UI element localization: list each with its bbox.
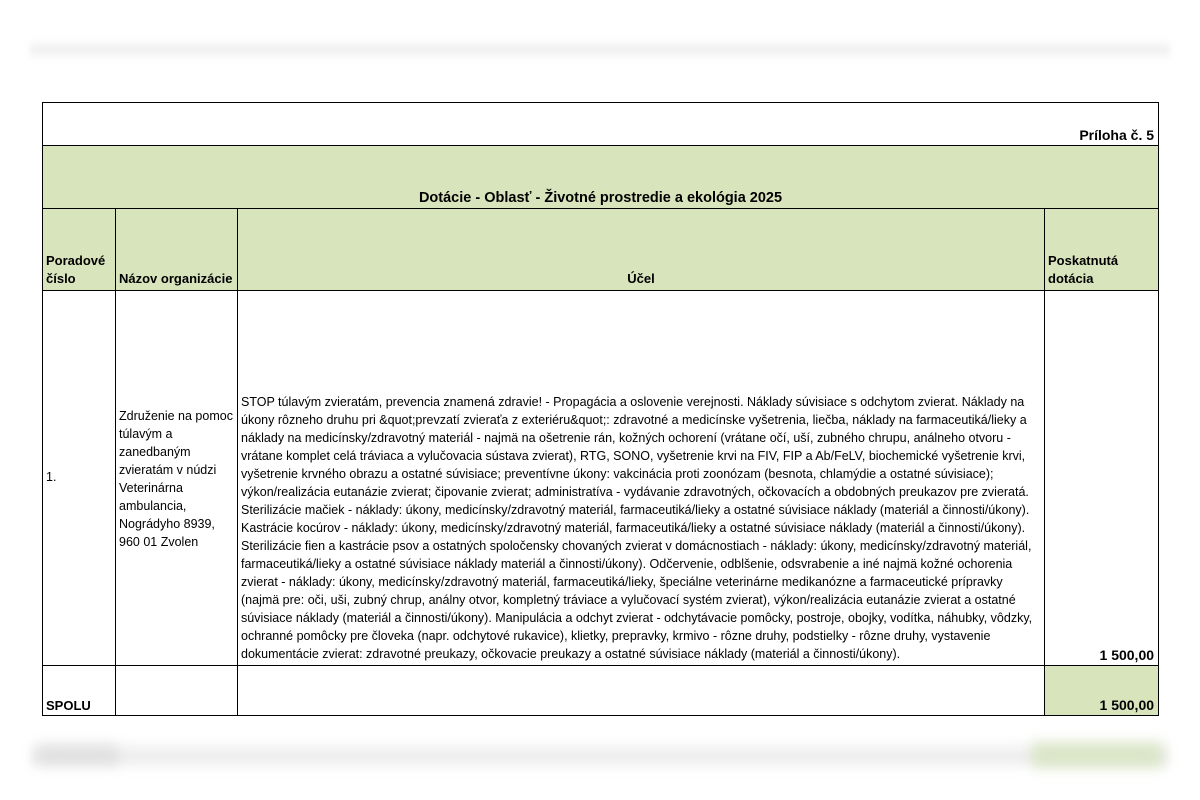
header-grant: Poskatnutá dotácia [1045,209,1159,291]
header-purpose: Účel [238,209,1045,291]
row-organization: Združenie na pomoc túlavým a zanedbaným zvieratám v núdzi Veterinárna ambulancia, Nográdyho 8939, 960 01 Zvolen [116,291,238,666]
total-empty-org [116,666,238,716]
blurred-bottom-strip [30,738,1170,772]
title-row [43,146,1159,209]
blurred-bottom-left [38,744,118,766]
row-order: 1. [43,291,116,666]
header-row [43,209,1159,291]
annex-row [43,103,1159,146]
total-label: SPOLU [43,666,116,716]
header-order: Poradové číslo [43,209,116,291]
total-row [43,666,1159,716]
row-purpose: STOP túlavým zvieratám, prevencia znamená zdravie! - Propagácia a oslovenie verejnosti. Náklady súvisiace s odchytom zvierat. Náklady na úkony rôzneho druhu pri &quot;prevzatí zvieraťa z exteriéru&quot;: zdravotné a medicínske vyšetrenia, liečba, náklady na farmaceutiká/lieky a náklady na medicínsky/zdravotný materiál - najmä na ošetrenie rán, kožných ochorení (vrátane očí, uší, zubného chrupu, análneho otvoru - vrátane komplet celá tráviaca a vylučovacia sústava zvierat), RTG, SONO, vyšetrenie krvi na FIV, FIP a Ab/FeLV, biochemické vyšetrenie krvi, vyšetrenie krvného obrazu a ostatné súvisiace; preventívne úkony: vakcinácia proti zoonózam (besnota, chlamýdie a ostatné súvisiace); výkon/realizácia eutanázie zvierat; čipovanie zvierat; administratíva - vydávanie zdravotných, očkovacích a obdobných preukazov pre zvieratá. Sterilizácie mačiek - náklady: úkony, medicínsky/zdravotný materiál, farmaceutiká/lieky a ostatné súvisiace náklady (materiál a činnosti/úkony). Kastrácie kocúrov - náklady: úkony, medicínsky/zdravotný materiál, farmaceutiká/lieky a ostatné súvisiace náklady (materiál a činnosti/úkony). Sterilizácie fien a kastrácie psov a ostatných spoločensky chovaných zvierat v domácnostiach - náklady: úkony, medicínsky/zdravotný materiál, farmaceutiká/lieky a ostatné súvisiace náklady materiál a činnosti/úkony). Odčervenie, odblšenie, odsvrabenie a iné najmä kožné ochorenia zvierat - náklady: úkony, medicínsky/zdravotný materiál, farmaceutiká/lieky, špeciálne veterinárne medikanózne a farmaceutické prípravky (najmä pre: oči, uši, zubný chrup, análny otvor, kompletný tráviace a vylučovací systém zvierat), výkon/realizácia eutanázie zvierat a ostatné súvisiace náklady (materiál a činnosti/úkony). Manipulácia a odchyt zvierat - odchytávacie pomôcky, postroje, obojky, vodítka, náhubky, vôdzky, ochranné pomôcky pre človeka (napr. odchytové rukavice), klietky, prepravky, krmivo - rôzne druhy, podstielky - rôzne druhy, vystavenie dokumentácie zvierat: zdravotné preukazy, očkovacie preukazy a ostatné súvisiace náklady (materiál a činnosti/úkony). [238,291,1045,666]
blurred-bottom-right [1032,742,1162,768]
row-amount: 1 500,00 [1045,291,1159,666]
header-organization: Názov organizácie [116,209,238,291]
table-row [43,291,1159,666]
total-amount: 1 500,00 [1045,666,1159,716]
grant-table [42,102,1159,716]
total-empty-purpose [238,666,1045,716]
annex-label: Príloha č. 5 [43,103,1159,146]
table-title: Dotácie - Oblasť - Životné prostredie a ekológia 2025 [43,146,1159,209]
blurred-top-strip [30,38,1170,60]
